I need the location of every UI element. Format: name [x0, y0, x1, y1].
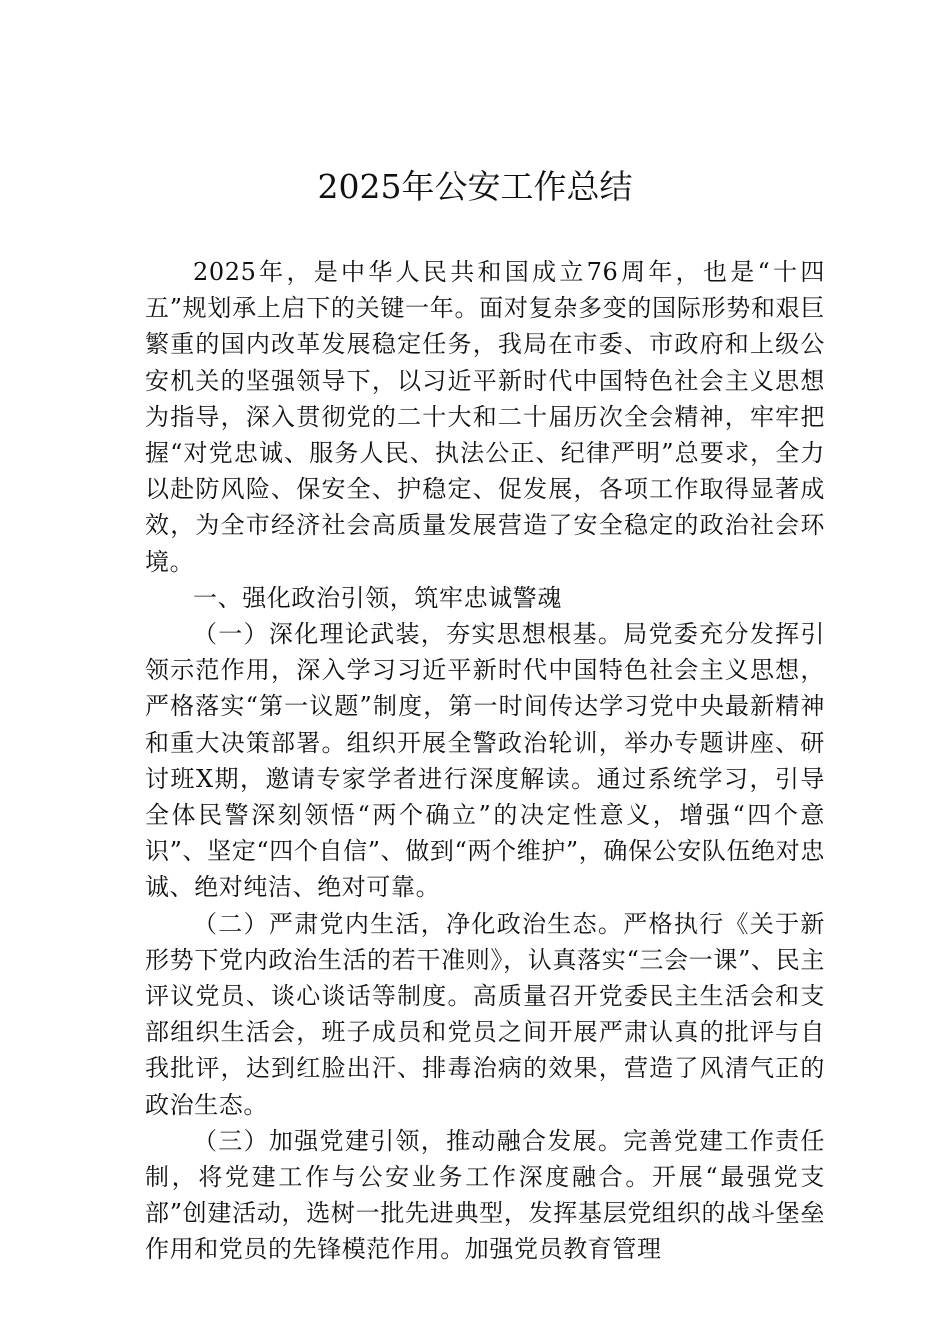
subsection-text-2: 严格执行《关于新形势下党内政治生活的若干准则》，认真落实“三会一课”、民主评议党员、谈心谈话等制度。高质量召开党委民主生活会和支部组织生活会，班子成员和党员之间开展严肃认真的批评与自我批评，达到红脸出汗、排毒治病的效果，营造了风清气正的政治生态。 [145, 909, 825, 1119]
document-body [145, 254, 825, 1268]
section-heading: 一、强化政治引领，筑牢忠诚警魂 [193, 583, 562, 612]
subsection-paragraph-1 [145, 616, 825, 906]
subsection-lead-3: （三）加强党建引领，推动融合发展。 [193, 1126, 624, 1155]
subsection-lead-1: （一）深化理论武装，夯实思想根基。 [193, 620, 624, 649]
subsection-text-1: 局党委充分发挥引领示范作用，深入学习习近平新时代中国特色社会主义思想，严格落实“第一议题”制度，第一时间传达学习党中央最新精神和重大决策部署。组织开展全警政治轮训，举办专题讲座、研讨班X期，邀请专家学者进行深度解读。通过系统学习，引导全体民警深刻领悟“两个确立”的决定性意义，增强“四个意识”、坚定“四个自信”、做到“两个维护”，确保公安队伍绝对忠诚、绝对纯洁、绝对可靠。 [145, 620, 825, 902]
intro-paragraph: 2025年，是中华人民共和国成立76周年，也是“十四五”规划承上启下的关键一年。面对复杂多变的国际形势和艰巨繁重的国内改革发展稳定任务，我局在市委、市政府和上级公安机关的坚强领导下，以习近平新时代中国特色社会主义思想为指导，深入贯彻党的二十大和二十届历次全会精神，牢牢把握“对党忠诚、服务人民、执法公正、纪律严明”总要求，全力以赴防风险、保安全、护稳定、促发展，各项工作取得显著成效，为全市经济社会高质量发展营造了安全稳定的政治社会环境。 [145, 258, 825, 576]
document-title: 2025年公安工作总结 [317, 167, 633, 206]
subsection-paragraph-2 [145, 906, 825, 1123]
subsection-paragraph-3 [145, 1123, 825, 1268]
subsection-text-3: 完善党建工作责任制，将党建工作与公安业务工作深度融合。开展“最强党支部”创建活动，选树一批先进典型，发挥基层党组织的战斗堡垒作用和党员的先锋模范作用。加强党员教育管理 [145, 1126, 825, 1264]
subsection-lead-2: （二）严肃党内生活，净化政治生态。 [193, 909, 624, 938]
